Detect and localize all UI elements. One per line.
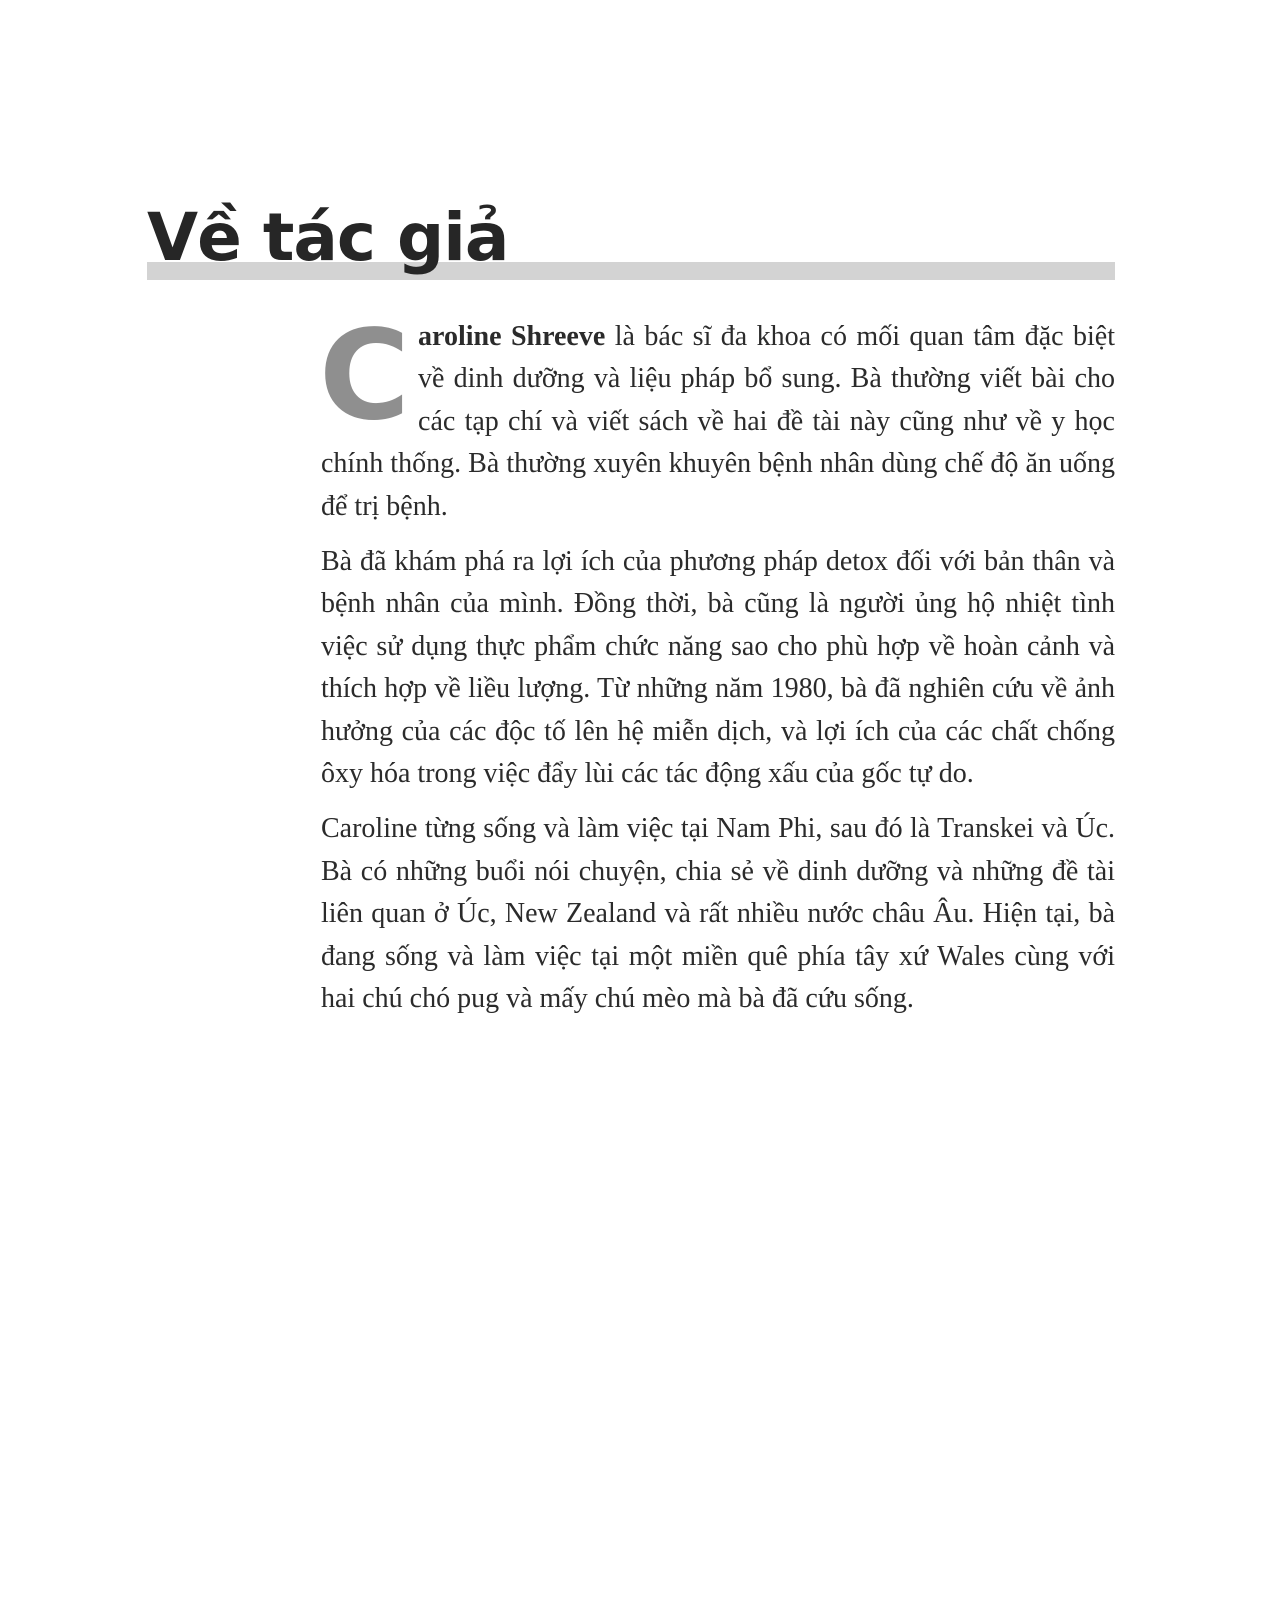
bio-paragraph-3: Caroline từng sống và làm việc tại Nam Phi, sau đó là Transkei và Úc. Bà có những buổi nói chuyện, chia sẻ về dinh dưỡng và những đề tài liên quan ở Úc, New Zealand và rất nhiều nước châu Âu. Hiện tại, bà đang sống và làm việc tại một miền quê phía tây xứ Wales cùng với hai chú chó pug và mấy chú mèo mà bà đã cứu sống. [321, 813, 1115, 1015]
drop-cap-letter: C [319, 304, 411, 448]
chapter-heading-block [147, 196, 1115, 286]
bio-paragraph-1 [319, 304, 1115, 528]
page-title: Về tác giả [147, 199, 509, 276]
author-name: aroline Shreeve [418, 321, 606, 352]
bio-paragraph-2: Bà đã khám phá ra lợi ích của phương pháp detox đối với bản thân và bệnh nhân của mình. Đồng thời, bà cũng là người ủng hộ nhiệt tình việc sử dụng thực phẩm chức năng sao cho phù hợp về hoàn cảnh và thích hợp về liều lượng. Từ những năm 1980, bà đã nghiên cứu về ảnh hưởng của các độc tố lên hệ miễn dịch, và lợi ích của các chất chống ôxy hóa trong việc đẩy lùi các tác động xấu của gốc tự do. [321, 546, 1115, 790]
bio-paragraph-1-text: là bác sĩ đa khoa có mối quan tâm đặc biệt về dinh dưỡng và liệu pháp bổ sung. Bà thường viết bài cho các tạp chí và viết sách về hai đề tài này cũng như về y học chính thống. Bà thường xuyên khuyên bệnh nhân dùng chế độ ăn uống để trị bệnh. [321, 321, 1115, 522]
author-bio [319, 304, 1115, 1034]
